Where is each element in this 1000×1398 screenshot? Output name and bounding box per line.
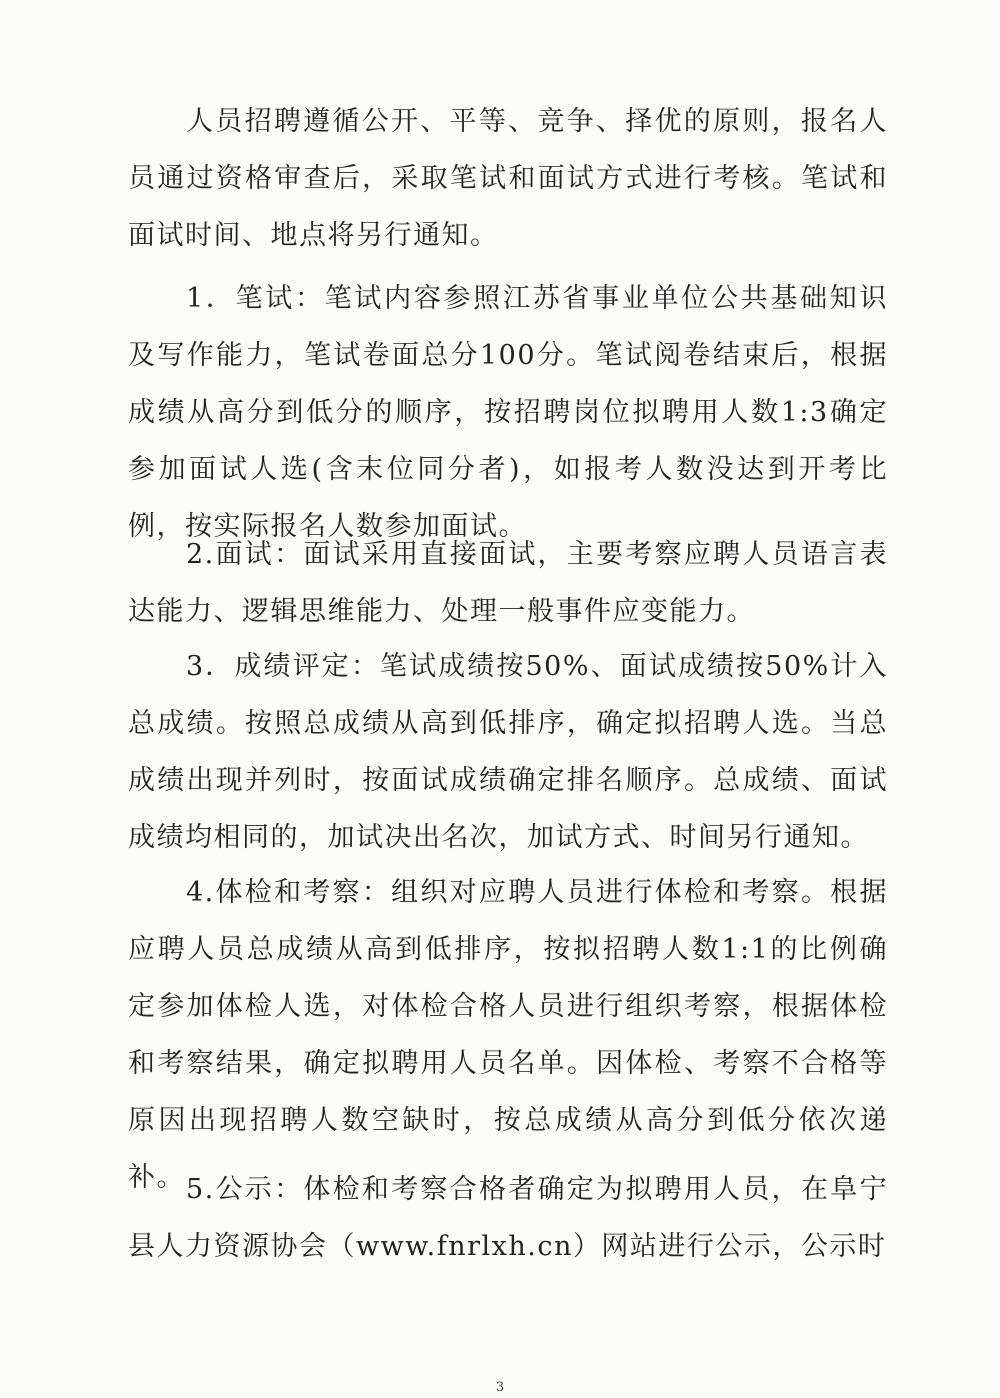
page-number: 3 [495, 1380, 505, 1395]
paragraph-public-notice: 5.公示：体检和考察合格者确定为拟聘用人员，在阜宁县人力资源协会（www.fnrlxh.cn）网站进行公示，公示时 [128, 1174, 888, 1262]
paragraph-interview: 2.面试：面试采用直接面试，主要考察应聘人员语言表达能力、逻辑思维能力、处理一般事件应变能力。 [128, 539, 888, 627]
paragraph-physical-exam-and-inspection: 4.体检和考察：组织对应聘人员进行体检和考察。根据应聘人员总成绩从高到低排序，按拟招聘人数1:1的比例确定参加体检人选，对体检合格人员进行组织考察，根据体检和考察结果，确定拟聘用人员名单。因体检、考察不合格等原因出现招聘人数空缺时，按总成绩从高分到低分依次递补。 [128, 877, 888, 1193]
paragraph-score-evaluation: 3．成绩评定：笔试成绩按50%、面试成绩按50%计入总成绩。按照总成绩从高到低排序，确定拟招聘人选。当总成绩出现并列时，按面试成绩确定排名顺序。总成绩、面试成绩均相同的，加试决出名次，加试方式、时间另行通知。 [128, 651, 888, 853]
paragraph-written-exam: 1．笔试：笔试内容参照江苏省事业单位公共基础知识及写作能力，笔试卷面总分100分。笔试阅卷结束后，根据成绩从高分到低分的顺序，按招聘岗位拟聘用人数1:3确定参加面试人选(含末位同分者)，如报考人数没达到开考比例，按实际报名人数参加面试。 [128, 283, 888, 542]
paragraph-recruitment-principles: 人员招聘遵循公开、平等、竞争、择优的原则，报名人员通过资格审查后，采取笔试和面试方式进行考核。笔试和面试时间、地点将另行通知。 [128, 106, 888, 251]
